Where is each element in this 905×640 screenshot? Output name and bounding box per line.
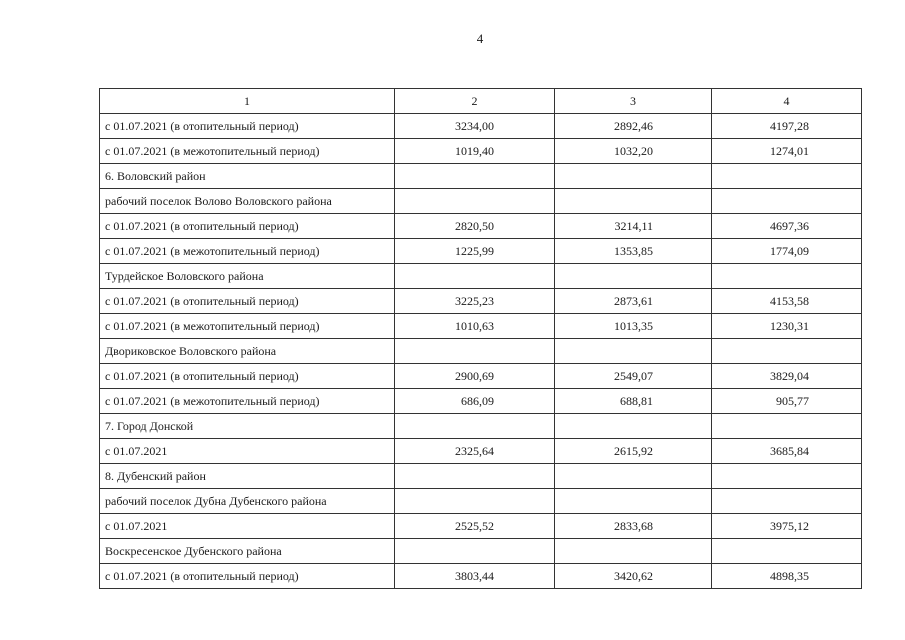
tariff-value-col-4: 4898,35 (712, 564, 862, 589)
tariff-value-col-3: 3420,62 (555, 564, 712, 589)
tariff-value-col-3 (555, 464, 712, 489)
table-row (100, 339, 862, 364)
tariff-value-col-3: 2892,46 (555, 114, 712, 139)
table-row (100, 189, 862, 214)
tariff-value-col-4: 4697,36 (712, 214, 862, 239)
column-header-3: 3 (555, 89, 712, 114)
table-row (100, 314, 862, 339)
tariff-value-col-3: 3214,11 (555, 214, 712, 239)
tariff-value-col-4 (712, 189, 862, 214)
tariff-table (99, 88, 862, 589)
row-label: с 01.07.2021 (в отопительный период) (100, 364, 395, 389)
tariff-value-col-4 (712, 539, 862, 564)
table-row (100, 114, 862, 139)
row-label: с 01.07.2021 (100, 514, 395, 539)
tariff-value-col-2: 686,09 (395, 389, 555, 414)
column-header-2: 2 (395, 89, 555, 114)
row-label: с 01.07.2021 (в отопительный период) (100, 564, 395, 589)
table-row (100, 514, 862, 539)
tariff-value-col-2: 1010,63 (395, 314, 555, 339)
tariff-value-col-3: 1032,20 (555, 139, 712, 164)
tariff-value-col-4 (712, 414, 862, 439)
tariff-value-col-3 (555, 264, 712, 289)
tariff-value-col-4: 3975,12 (712, 514, 862, 539)
row-label: с 01.07.2021 (100, 439, 395, 464)
tariff-value-col-3: 1353,85 (555, 239, 712, 264)
tariff-value-col-3: 2615,92 (555, 439, 712, 464)
table-row (100, 389, 862, 414)
row-label: 7. Город Донской (100, 414, 395, 439)
row-label: с 01.07.2021 (в межотопительный период) (100, 139, 395, 164)
tariff-value-col-2 (395, 464, 555, 489)
table-row (100, 264, 862, 289)
tariff-value-col-4: 3685,84 (712, 439, 862, 464)
tariff-value-col-3: 2833,68 (555, 514, 712, 539)
table-header-row (100, 89, 862, 114)
table-row (100, 139, 862, 164)
tariff-value-col-2 (395, 339, 555, 364)
tariff-value-col-4: 905,77 (712, 389, 862, 414)
tariff-value-col-2: 1019,40 (395, 139, 555, 164)
tariff-value-col-3: 2549,07 (555, 364, 712, 389)
row-label: рабочий поселок Дубна Дубенского района (100, 489, 395, 514)
page-number: 4 (476, 31, 484, 46)
row-label: с 01.07.2021 (в отопительный период) (100, 214, 395, 239)
tariff-value-col-2: 2525,52 (395, 514, 555, 539)
row-label: с 01.07.2021 (в межотопительный период) (100, 389, 395, 414)
tariff-value-col-4 (712, 164, 862, 189)
row-label: с 01.07.2021 (в межотопительный период) (100, 239, 395, 264)
tariff-value-col-3 (555, 164, 712, 189)
tariff-value-col-3: 2873,61 (555, 289, 712, 314)
row-label: Двориковское Воловского района (100, 339, 395, 364)
row-label: с 01.07.2021 (в межотопительный период) (100, 314, 395, 339)
tariff-value-col-2 (395, 414, 555, 439)
tariff-value-col-2 (395, 189, 555, 214)
tariff-value-col-3 (555, 539, 712, 564)
table-row (100, 489, 862, 514)
row-label: рабочий поселок Волово Воловского района (100, 189, 395, 214)
tariff-value-col-4: 1774,09 (712, 239, 862, 264)
column-header-4: 4 (712, 89, 862, 114)
row-label: с 01.07.2021 (в отопительный период) (100, 114, 395, 139)
row-label: 8. Дубенский район (100, 464, 395, 489)
tariff-value-col-2: 2900,69 (395, 364, 555, 389)
tariff-value-col-3 (555, 489, 712, 514)
tariff-value-col-3: 688,81 (555, 389, 712, 414)
tariff-value-col-2 (395, 264, 555, 289)
table-row (100, 289, 862, 314)
row-label: с 01.07.2021 (в отопительный период) (100, 289, 395, 314)
row-label: Воскресенское Дубенского района (100, 539, 395, 564)
row-label: 6. Воловский район (100, 164, 395, 189)
table-row (100, 364, 862, 389)
tariff-value-col-2: 2325,64 (395, 439, 555, 464)
table-row (100, 464, 862, 489)
tariff-value-col-3: 1013,35 (555, 314, 712, 339)
tariff-value-col-2 (395, 164, 555, 189)
table-row (100, 239, 862, 264)
tariff-value-col-2: 3234,00 (395, 114, 555, 139)
tariff-value-col-2 (395, 489, 555, 514)
row-label: Турдейское Воловского района (100, 264, 395, 289)
tariff-value-col-4 (712, 339, 862, 364)
tariff-value-col-4: 4197,28 (712, 114, 862, 139)
tariff-value-col-4: 1230,31 (712, 314, 862, 339)
table-row (100, 414, 862, 439)
tariff-value-col-2: 3225,23 (395, 289, 555, 314)
tariff-value-col-4 (712, 489, 862, 514)
tariff-value-col-4: 4153,58 (712, 289, 862, 314)
tariff-value-col-2: 1225,99 (395, 239, 555, 264)
table-row (100, 539, 862, 564)
tariff-value-col-4 (712, 464, 862, 489)
table-row (100, 439, 862, 464)
table-row (100, 564, 862, 589)
tariff-value-col-4 (712, 264, 862, 289)
tariff-value-col-3 (555, 339, 712, 364)
tariff-value-col-4: 1274,01 (712, 139, 862, 164)
tariff-value-col-3 (555, 414, 712, 439)
table-row (100, 214, 862, 239)
tariff-value-col-3 (555, 189, 712, 214)
tariff-value-col-4: 3829,04 (712, 364, 862, 389)
column-header-1: 1 (100, 89, 395, 114)
table-row (100, 164, 862, 189)
tariff-value-col-2: 3803,44 (395, 564, 555, 589)
table-body (100, 114, 862, 589)
tariff-value-col-2 (395, 539, 555, 564)
tariff-value-col-2: 2820,50 (395, 214, 555, 239)
